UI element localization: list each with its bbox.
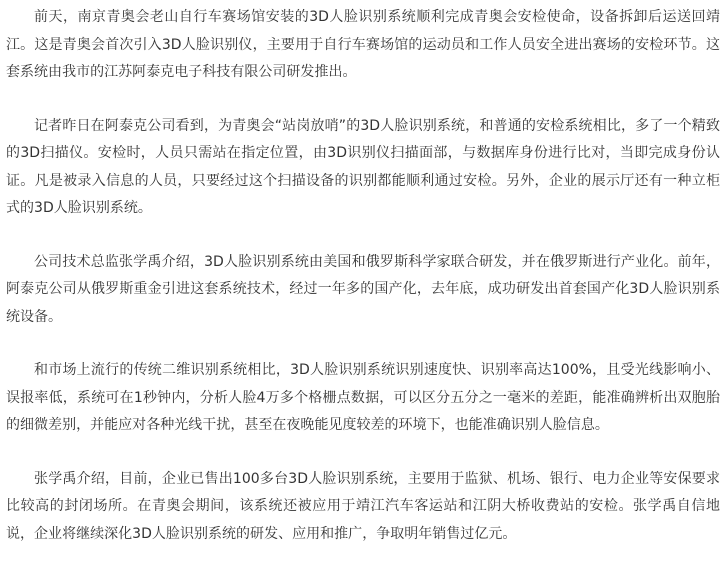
article-body <box>6 4 720 548</box>
article-paragraph-4: 和市场上流行的传统二维识别系统相比，3D人脸识别系统识别速度快、识别率高达100%，且受光线影响小、误报率低，系统可在1秒钟内，分析人脸4万多个格栅点数据，可以区分五分之一毫米的差距，能准确辨析出双胞胎的细微差别，并能应对各种光线干扰，甚至在夜晚能见度较差的环境下，也能准确识别人脸信息。 <box>6 362 720 433</box>
article-paragraph-3: 公司技术总监张学禹介绍，3D人脸识别系统由美国和俄罗斯科学家联合研发，并在俄罗斯进行产业化。前年，阿泰克公司从俄罗斯重金引进这套系统技术，经过一年多的国产化，去年底，成功研发出首套国产化3D人脸识别系统设备。 <box>6 253 720 325</box>
article-paragraph-1: 前天，南京青奥会老山自行车赛场馆安装的3D人脸识别系统顺利完成青奥会安检使命，设备拆卸后运送回靖江。这是青奥会首次引入3D人脸识别仪，主要用于自行车赛场馆的运动员和工作人员安全进出赛场的安检环节。这套系统由我市的江苏阿泰克电子科技有限公司研发推出。 <box>6 9 720 80</box>
article-paragraph-2: 记者昨日在阿泰克公司看到，为青奥会“站岗放哨”的3D人脸识别系统，和普通的安检系统相比，多了一个精致的3D扫描仪。安检时，人员只需站在指定位置，由3D识别仪扫描面部，与数据库身份进行比对，当即完成身份认证。凡是被录入信息的人员，只要经过这个扫描设备的识别都能顺利通过安检。另外，企业的展示厅还有一种立柜式的3D人脸识别系统。 <box>6 117 720 216</box>
article-paragraph-5: 张学禹介绍，目前，企业已售出100多台3D人脸识别系统，主要用于监狱、机场、银行、电力企业等安保要求比较高的封闭场所。在青奥会期间，该系统还被应用于靖江汽车客运站和江阴大桥收费站的安检。张学禹自信地说，企业将继续深化3D人脸识别系统的研发、应用和推广，争取明年销售过亿元。 <box>6 470 720 542</box>
